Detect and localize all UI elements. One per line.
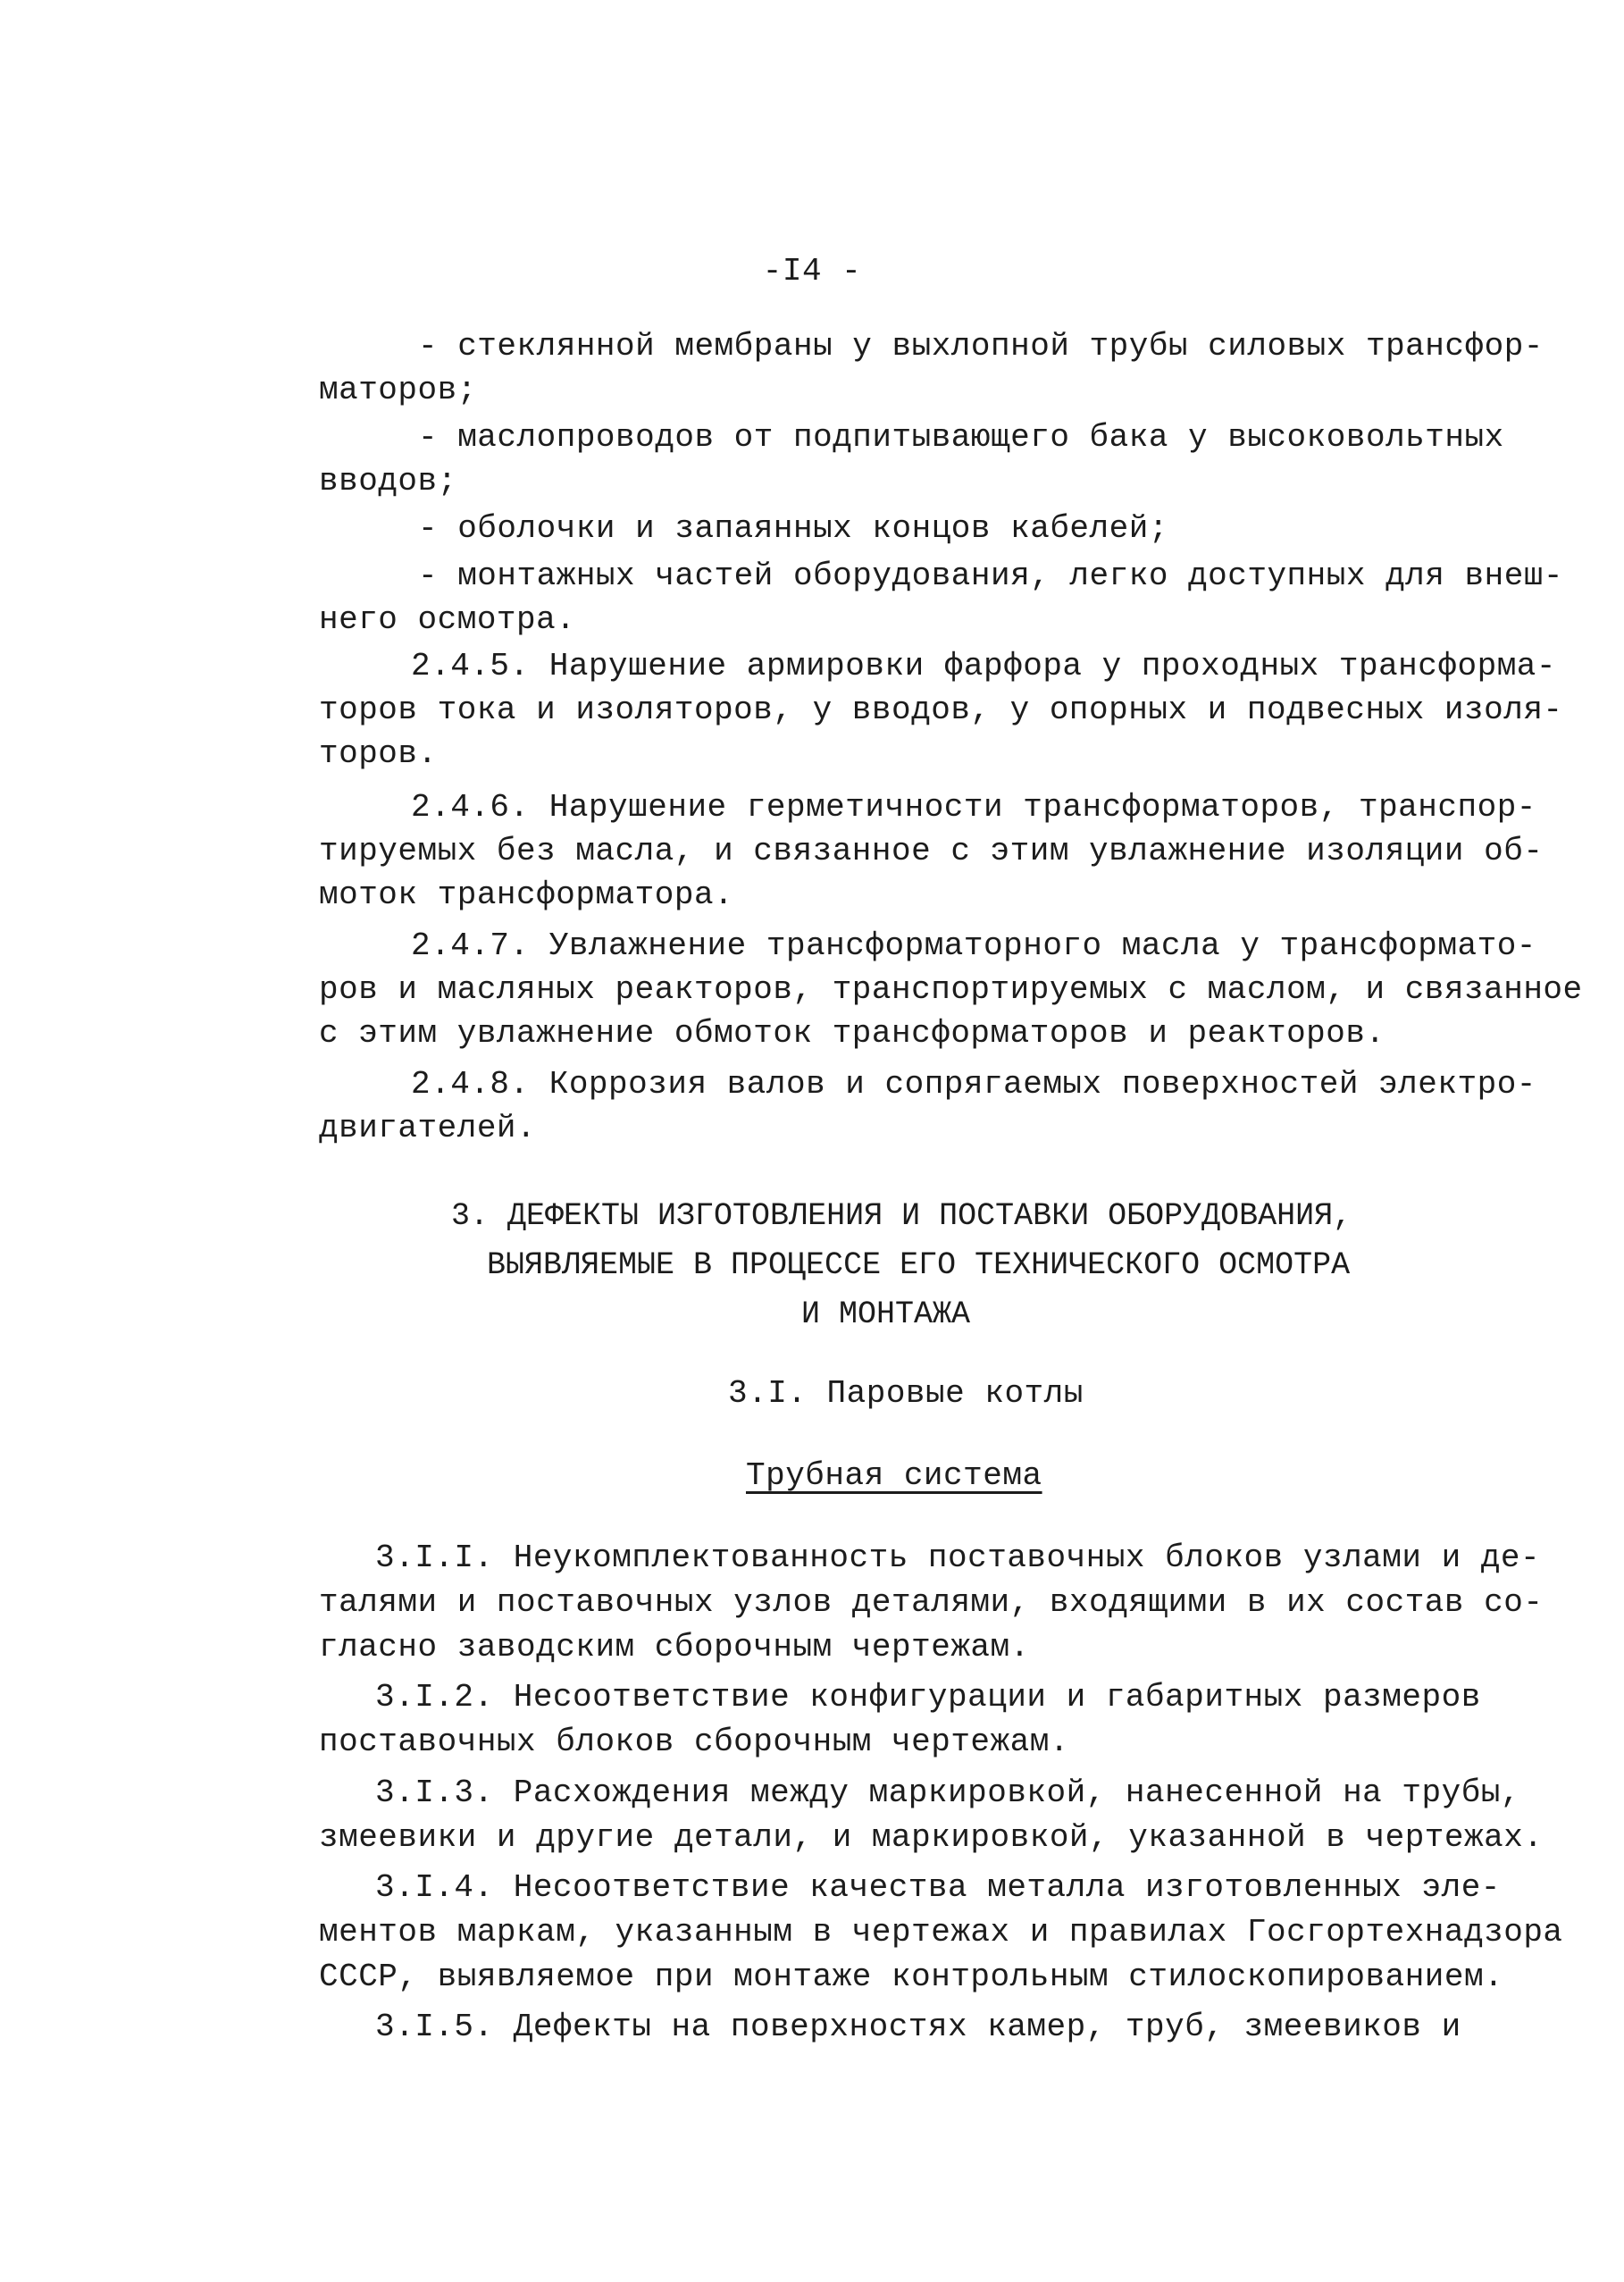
text-line: 3.I.I. Неукомплектованность поставочных блоков узлами и де- xyxy=(375,1540,1541,1576)
text-line: 2.4.6. Нарушение герметичности трансформаторов, транспор- xyxy=(411,789,1536,826)
text-line: торов. xyxy=(319,735,438,772)
page-number: -I4 - xyxy=(762,253,862,289)
text-line: ментов маркам, указанным в чертежах и правилах Госгортехнадзора xyxy=(319,1914,1563,1951)
section-heading-line: 3. ДЕФЕКТЫ ИЗГОТОВЛЕНИЯ И ПОСТАВКИ ОБОРУДОВАНИЯ, xyxy=(451,1198,1352,1234)
text-line: двигателей. xyxy=(319,1110,537,1146)
text-line: него осмотра. xyxy=(319,601,576,638)
text-line: торов тока и изоляторов, у вводов, у опорных и подвесных изоля- xyxy=(319,692,1563,728)
text-line: 2.4.7. Увлажнение трансформаторного масла у трансформато- xyxy=(411,927,1536,964)
text-line: талями и поставочных узлов деталями, входящими в их состав со- xyxy=(319,1584,1544,1621)
text-line: с этим увлажнение обмоток трансформаторов и реакторов. xyxy=(319,1015,1385,1052)
text-line: тируемых без масла, и связанное с этим увлажнение изоляции об- xyxy=(319,833,1544,869)
text-line: ров и масляных реакторов, транспортируемых с маслом, и связанное xyxy=(319,971,1583,1008)
text-line: - монтажных частей оборудования, легко доступных для внеш- xyxy=(418,558,1564,594)
text-line: 2.4.5. Нарушение армировки фарфора у проходных трансформа- xyxy=(411,648,1557,684)
text-line: 3.I.2. Несоответствие конфигурации и габаритных размеров xyxy=(375,1679,1481,1716)
text-line: моток трансформатора. xyxy=(319,877,734,913)
text-line: 2.4.8. Коррозия валов и сопрягаемых поверхностей электро- xyxy=(411,1066,1536,1103)
subsubsection-heading: Трубная система xyxy=(746,1457,1042,1494)
text-line: поставочных блоков сборочным чертежам. xyxy=(319,1724,1069,1760)
text-line: 3.I.5. Дефекты на поверхностях камер, труб, змеевиков и xyxy=(375,2009,1461,2045)
text-line: маторов; xyxy=(319,372,477,408)
section-heading-line: ВЫЯВЛЯЕМЫЕ В ПРОЦЕССЕ ЕГО ТЕХНИЧЕСКОГО ОСМОТРА xyxy=(487,1247,1351,1283)
text-line: - маслопроводов от подпитывающего бака у высоковольтных xyxy=(418,419,1504,456)
text-line: вводов; xyxy=(319,463,457,499)
text-line: 3.I.4. Несоответствие качества металла изготовленных эле- xyxy=(375,1869,1501,1906)
section-heading-line: И МОНТАЖА xyxy=(801,1296,971,1332)
text-line: - оболочки и запаянных концов кабелей; xyxy=(418,510,1168,547)
text-line: - стеклянной мембраны у выхлопной трубы силовых трансфор- xyxy=(418,328,1544,365)
text-line: змеевики и другие детали, и маркировкой, указанной в чертежах. xyxy=(319,1819,1544,1856)
text-line: 3.I.3. Расхождения между маркировкой, нанесенной на трубы, xyxy=(375,1774,1521,1811)
text-line: СССР, выявляемое при монтаже контрольным стилоскопированием. xyxy=(319,1959,1504,1995)
subsection-heading: 3.I. Паровые котлы xyxy=(728,1375,1084,1412)
text-line: гласно заводским сборочным чертежам. xyxy=(319,1629,1030,1665)
